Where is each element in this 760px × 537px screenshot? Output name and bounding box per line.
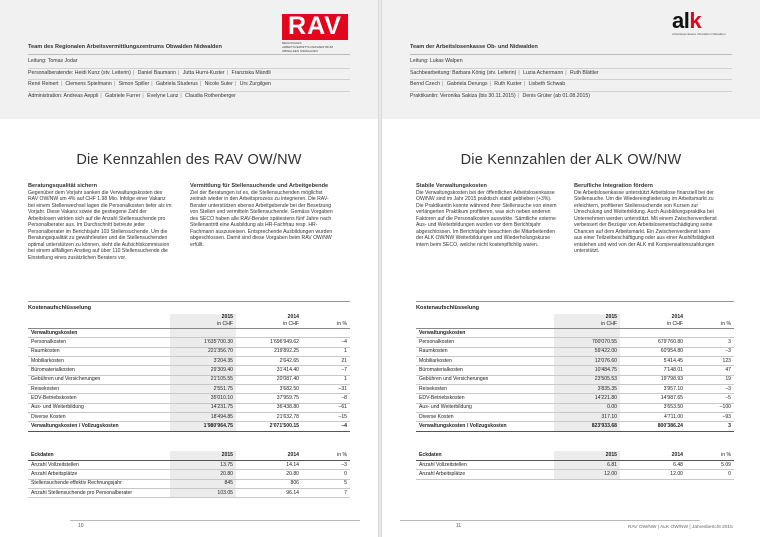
table-row: Gebühren und Versicherungen 21'105.55 20'087.40 1 <box>28 375 350 384</box>
table-row: Stellensuchende effektiv Rechnungsjahr 845 806 5 <box>28 479 350 488</box>
col-pct: in % <box>302 314 350 329</box>
table-header-row <box>416 314 734 329</box>
col-2015: 2015 in CHF <box>170 314 236 329</box>
eckdaten-table <box>28 451 350 498</box>
team-member: Ruth Blättler <box>570 69 599 76</box>
team-member: René Reinert <box>28 81 59 88</box>
team-member: Gabriela Derungs <box>446 81 488 88</box>
table-header-row <box>28 314 350 329</box>
team-line: Sachbearbeitung: Barbara König (stv. Leiterin) | Luzia Achermann | Ruth Blättler <box>410 69 732 81</box>
col-2014: 2014 in CHF <box>620 314 686 329</box>
footer-text: RAV OW/NW | ALK OW/NW | Jahresbericht 2015 <box>628 525 733 530</box>
table-header-row: Eckdaten 2015 2014 in % <box>28 451 350 460</box>
col-pct: in % <box>686 314 734 329</box>
column-subheading: Vermittlung für Stellensuchende und Arbeitgebende <box>190 183 329 189</box>
team-member: Claudia Rothenberger <box>185 93 236 100</box>
group-label: Verwaltungskosten <box>416 329 554 338</box>
team-member: Clemens Spielmann <box>65 81 112 88</box>
table-row: Anzahl Vollzeitstellen 13.75 14.14 –3 <box>28 460 350 469</box>
team-member: Simon Spiller <box>118 81 150 88</box>
team-member: Ruth Kuster <box>494 81 522 88</box>
team-member: Gabriele Furrer <box>105 93 141 100</box>
column-subheading: Beratungsqualität sichern <box>28 183 98 189</box>
table-group-row <box>28 329 350 338</box>
table-group-row <box>416 329 734 338</box>
team-member: Sachbearbeitung: Barbara König (stv. Leiterin) <box>410 69 517 76</box>
table-row: Reisekosten 2'551.75 3'682.50 –31 <box>28 385 350 394</box>
team-member: Daniel Baumann <box>137 69 177 76</box>
page-heading: Die Kennzahlen der ALK OW/NW <box>460 152 682 168</box>
table-row: Aus- und Weiterbildung 0.00 3'653.50 –100 <box>416 403 734 412</box>
alk-team <box>410 44 732 103</box>
kosten-table <box>28 314 350 432</box>
footer-line <box>400 520 700 521</box>
text-column-1 <box>416 183 560 248</box>
kosten-label: Kostenaufschlüsselung <box>28 305 92 311</box>
table-row: Anzahl Arbeitsplätze 20.80 20.80 0 <box>28 470 350 479</box>
team-member: Urs Zurgilgen <box>239 81 271 88</box>
col-2014: 2014 in CHF <box>236 314 302 329</box>
alk-logo-subtitle: Arbeitslosenkasse Obwalden Nidwalden <box>672 32 726 36</box>
team-member: Jutta Hurni-Kuster <box>182 69 225 76</box>
text-column-2 <box>190 183 334 248</box>
team-title: Team der Arbeitslosenkasse Ob- und Nidwalden <box>410 44 732 55</box>
table-row: EDV-Betriebskosten 35'010.10 37'959.75 –8 <box>28 394 350 403</box>
team-line: Bernd Czech | Gabriela Derungs | Ruth Kuster | Lisbeth Schwab <box>410 80 732 92</box>
team-member: Praktikantin: Veronika Sakiza (bis 30.11.2015) <box>410 93 516 100</box>
rav-team <box>28 44 350 103</box>
table-row: Personalkosten 700'070.55 679'760.80 3 <box>416 338 734 347</box>
table-row: Büromaterialkosten 29'309.40 31'414.40 –7 <box>28 366 350 375</box>
team-member: Lisbeth Schwab <box>528 81 566 88</box>
page-number: 11 <box>456 523 462 529</box>
column-subheading: Stabile Verwaltungskosten <box>416 183 487 189</box>
column-text: Die Verwaltungskosten bei der öffentlichen Arbeitslosenkasse OW/NW sind im Jahr 2015 praktisch stabil geblieben (+3%). Die Praktikantin konnte während ihrer Stellensuche von einem verlängerten Praktikum profitieren, was sich neben anderen Faktoren auf die Personalkosten auswirkte. Sämtliche externe Aus- und Weiterbildungen wurden vor dem Berichtsjahr abgeschlossen. Im Berichtsjahr besuchten die Mitarbeitenden der ALK OW/NW Weiterbildungen und Wiederholungskurse intern beim SECO, welche nicht kostenpflichtig waren. <box>416 189 557 248</box>
team-line <box>28 57 350 69</box>
table-row: Anzahl Stellensuchende pro Personalberater 103.05 96.14 7 <box>28 488 350 497</box>
alk-logo <box>672 10 752 36</box>
table-row: Raumkosten 59'422.00 60'954.80 –3 <box>416 347 734 356</box>
text-column-2 <box>574 183 718 255</box>
team-member: Leitung: Tomas Jodar <box>28 57 78 64</box>
table-row: EDV-Betriebskosten 14'221.80 14'987.65 –5 <box>416 394 734 403</box>
column-subheading: Berufliche Integration fördern <box>574 183 653 189</box>
table-row: Anzahl Arbeitsplätze 12.00 12.00 0 <box>416 470 734 479</box>
rav-logo-letters: RAV <box>282 14 348 40</box>
table-total-row: Verwaltungskosten / Vollzugskosten 1'980'964.75 2'071'500.15 –4 <box>28 422 350 431</box>
page-left <box>0 0 378 537</box>
rav-logo-subtitle: REGIONALES ARBEITSVERMITTLUNGSZENTRUM OBWALDEN NIDWALDEN <box>282 41 334 53</box>
table-row: Raumkosten 221'356.70 219'892.25 1 <box>28 347 350 356</box>
column-text: Ziel der Beratungen ist es, die Stellensuchenden möglichst zeitnah wieder in den Arbeitsprozess zu integrieren. Die RAV-Berater unterstützen ebenso Arbeitgebende bei der Besetzung von Stellen und vermitteln Stellensuchende. Gemäss Vorgaben des SECO haben alle RAV-Berater spätestens fünf Jahre nach Stellenantritt eine Ausbildung als HR-Fachfrau resp. HR-Fachmann auszuweisen. Entsprechende Ausbildungen wurden abgeschlossen. Damit sind diese Vorgaben beim RAV OW/NW erfüllt. <box>190 189 333 248</box>
team-member: Gabriela Studerus <box>156 81 198 88</box>
table-row: Diverse Kosten 317.10 4'711.00 –93 <box>416 413 734 422</box>
divider <box>416 301 734 302</box>
alk-logo-letters: alk <box>672 8 702 33</box>
table-row: Aus- und Weiterbildung 14'231.75 36'438.80 –61 <box>28 403 350 412</box>
col-2015: 2015 in CHF <box>554 314 620 329</box>
team-member: Nicole Suter <box>204 81 233 88</box>
team-line: Administration: Andreas Aeppli | Gabriele Furrer | Evelyne Lanz | Claudia Rothenberger <box>28 93 236 100</box>
eckdaten-table <box>416 451 734 480</box>
team-member: Evelyne Lanz <box>147 93 179 100</box>
table-row: Büromaterialkosten 10'484.75 7'148.01 47 <box>416 366 734 375</box>
eckdaten-label: Eckdaten <box>416 451 554 460</box>
team-member: Bernd Czech <box>410 81 440 88</box>
team-member: Administration: Andreas Aeppli <box>28 93 99 100</box>
column-text: Die Arbeitslosenkasse unterstützt Arbeitslose finanziell bei der Stellensuche. Um die Wiedereingliederung im Arbeitsmarkt zu erleichtern, profitieren Stellensuchende von Kursen zur Umschulung und Weiterbildung. Auch Ausbildungspraktika bei Unternehmen werden unterstützt. Mit einem Zwischenverdienst verbessert der Bezüger von Arbeitslosenentschädigung seine Chancen auf dem Arbeitsmarkt. Ein Zwischenverdienst kann aus einer Teilzeitbeschäftigung oder aus einer Aushilfstätigkeit entstehen und wird von der ALK mit Kompensationszahlungen unterstützt. <box>574 189 717 254</box>
team-member: Franziska Mändli <box>231 69 271 76</box>
page-heading: Die Kennzahlen des RAV OW/NW <box>76 152 302 168</box>
text-column-1 <box>28 183 172 261</box>
team-line: René Reinert | Clemens Spielmann | Simon Spiller | Gabriela Studerus | Nicole Suter | Urs Zurgilgen <box>28 80 350 92</box>
divider <box>28 301 350 302</box>
table-row: Mobiliarkosten 3'204.35 2'642.65 21 <box>28 357 350 366</box>
table-row: Reisekosten 3'835.35 3'957.10 –3 <box>416 385 734 394</box>
team-line <box>410 57 732 69</box>
column-text: Gegenüber dem Vorjahr sanken die Verwaltungskosten des RAV OW/NW um 4% auf CHF 1.98 Mio. Infolge einer Vakanz bei einem Stellenwechsel lagen die Personalkosten tiefer als im Vorjahr. Diese Vakanz sowie die gestiegene Zahl der Arbeitslosen wirkten sich auf die Anzahl Stellensuchende pro Personalberater aus. Im Durchschnitt betreute jeder Personalberater im Berichtsjahr 103 Stellensuchende. Um die Beratungsqualität zu gewährleisten und die Stellensuchenden optimal unterstützen zu können, sieht die Aufsichtskommission bei einem allfälligen Anstieg auf über 110 Stellensuchende die Einstellung eines zusätzlichen Beraters vor. <box>28 189 172 261</box>
table-row: Anzahl Vollzeitstellen 6.81 6.48 5.09 <box>416 460 734 469</box>
team-member: Personalberatende: Heidi Kunz (stv. Leiterin) <box>28 69 131 76</box>
team-line: Personalberatende: Heidi Kunz (stv. Leiterin) | Daniel Baumann | Jutta Hurni-Kuster | Franziska Mändli <box>28 69 350 81</box>
team-title: Team des Regionalen Arbeitsvermittlungszentrums Obwalden Nidwalden <box>28 44 350 55</box>
kosten-label: Kostenaufschlüsselung <box>416 305 480 311</box>
group-label: Verwaltungskosten <box>28 329 170 338</box>
page-number: 10 <box>78 523 84 529</box>
team-member: Luzia Achermann <box>523 69 564 76</box>
kosten-table <box>416 314 734 432</box>
table-row: Gebühren und Versicherungen 23'505.53 19'798.93 19 <box>416 375 734 384</box>
team-member: Denis Grüter (ab 01.08.2015) <box>522 93 591 100</box>
table-header-row: Eckdaten 2015 2014 in % <box>416 451 734 460</box>
table-row: Diverse Kosten 18'494.85 21'632.78 –15 <box>28 413 350 422</box>
page-right <box>382 0 760 537</box>
eckdaten-label: Eckdaten <box>28 451 170 460</box>
team-line: Praktikantin: Veronika Sakiza (bis 30.11.2015) | Denis Grüter (ab 01.08.2015) <box>410 93 591 100</box>
footer-line <box>70 520 360 521</box>
team-member: Leitung: Lukas Walpen <box>410 57 463 64</box>
table-row: Mobiliarkosten 12'076.60 5'414.45 123 <box>416 357 734 366</box>
table-total-row: Verwaltungskosten / Vollzugskosten 823'933.68 800'386.24 3 <box>416 422 734 431</box>
table-row: Personalkosten 1'635'700.30 1'696'949.62 –4 <box>28 338 350 347</box>
